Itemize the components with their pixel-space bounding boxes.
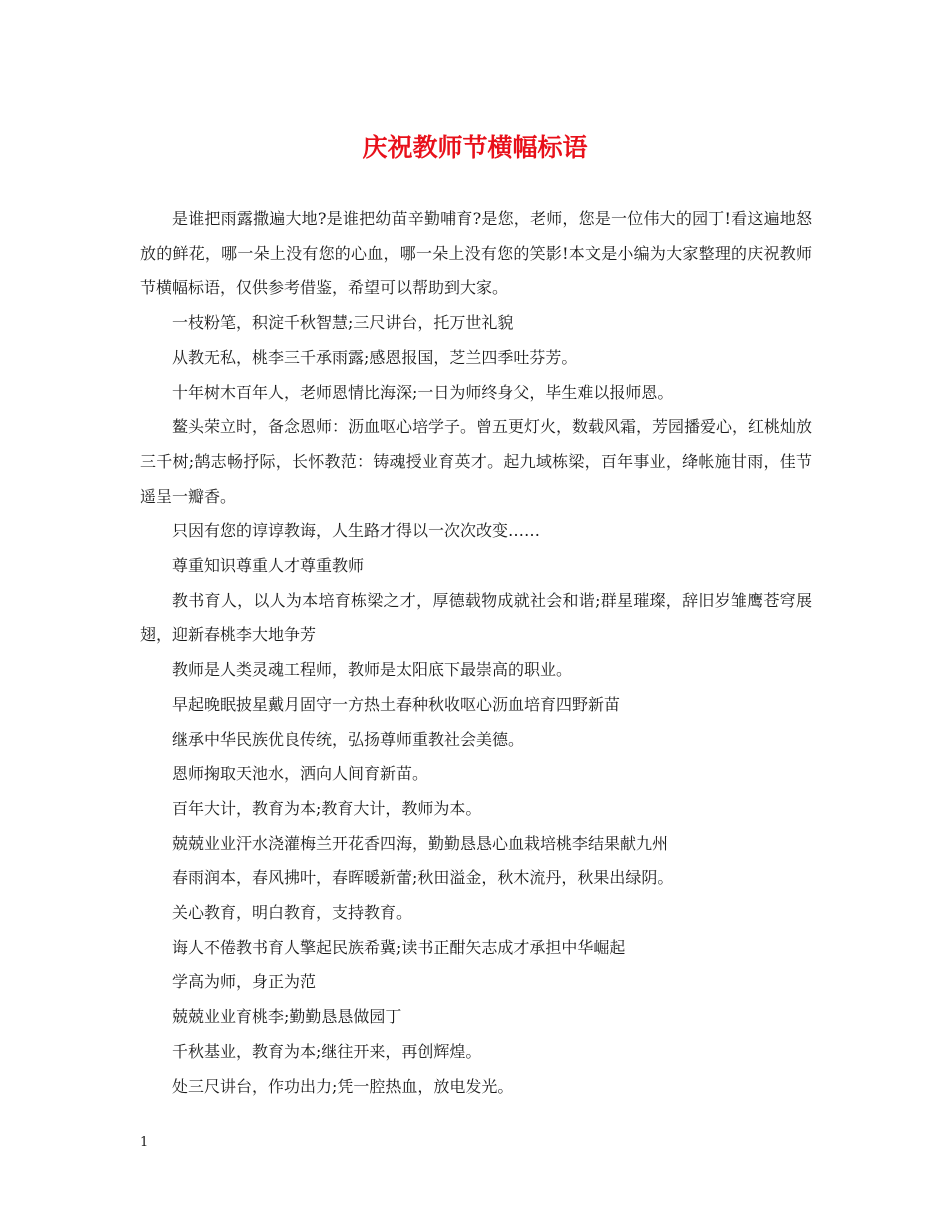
document-title: 庆祝教师节横幅标语 — [362, 133, 588, 162]
paragraph: 兢兢业业汗水浇灌梅兰开花香四海，勤勤恳恳心血栽培桃李结果献九州 — [172, 833, 669, 853]
paragraph: 学高为师，身正为范 — [172, 972, 317, 992]
paragraph: 百年大计，教育为本;教育大计，教师为本。 — [172, 798, 482, 818]
paragraph: 教师是人类灵魂工程师，教师是太阳底下最崇高的职业。 — [172, 660, 573, 680]
paragraph: 春雨润本，春风拂叶，春晖暖新蕾;秋田溢金，秋木流丹，秋果出绿阴。 — [172, 868, 674, 888]
paragraph: 恩师掬取天池水，洒向人间育新苗。 — [172, 764, 429, 784]
paragraph: 关心教育，明白教育，支持教育。 — [172, 903, 413, 923]
document-body — [140, 202, 812, 1104]
paragraph: 继承中华民族优良传统，弘扬尊师重教社会美德。 — [172, 729, 525, 749]
paragraph: 处三尺讲台，作功出力;凭一腔热血，放电发光。 — [172, 1076, 514, 1096]
paragraph: 诲人不倦教书育人擎起民族希冀;读书正酣矢志成才承担中华崛起 — [172, 937, 626, 957]
paragraph: 从教无私，桃李三千承雨露;感恩报国，芝兰四季吐芬芳。 — [172, 347, 578, 367]
paragraph: 兢兢业业育桃李;勤勤恳恳做园丁 — [172, 1007, 402, 1027]
paragraph: 尊重知识尊重人才尊重教师 — [172, 556, 365, 576]
paragraph: 鳌头荣立时，备念恩师：沥血呕心培学子。曾五更灯火，数载风霜，芳园播爱心，红桃灿放三千树;鹄志畅抒际，长怀教范：铸魂授业育英才。起九域栋梁，百年事业，绛帐施甘雨，佳节遥呈一瓣香。 — [140, 417, 813, 506]
page-number: 1 — [140, 1135, 149, 1150]
paragraph: 早起晚眠披星戴月固守一方热土春种秋收呕心沥血培育四野新苗 — [172, 694, 621, 714]
paragraph: 一枝粉笔，积淀千秋智慧;三尺讲台，托万世礼貌 — [172, 313, 514, 333]
paragraph: 是谁把雨露撒遍大地?是谁把幼苗辛勤哺育?是您，老师，您是一位伟大的园丁!看这遍地怒放的鲜花，哪一朵上没有您的心血，哪一朵上没有您的笑影!本文是小编为大家整理的庆祝教师节横幅标语，仅供参考借鉴，希望可以帮助到大家。 — [140, 209, 812, 298]
paragraph: 只因有您的谆谆教诲，人生路才得以一次次改变…… — [172, 521, 541, 541]
paragraph: 十年树木百年人，老师恩情比海深;一日为师终身父，毕生难以报师恩。 — [172, 382, 674, 402]
paragraph: 教书育人，以人为本培育栋梁之才，厚德载物成就社会和谐;群星璀璨，辞旧岁雏鹰苍穹展翅，迎新春桃李大地争芳 — [140, 590, 812, 645]
paragraph: 千秋基业，教育为本;继往开来，再创辉煌。 — [172, 1041, 482, 1061]
